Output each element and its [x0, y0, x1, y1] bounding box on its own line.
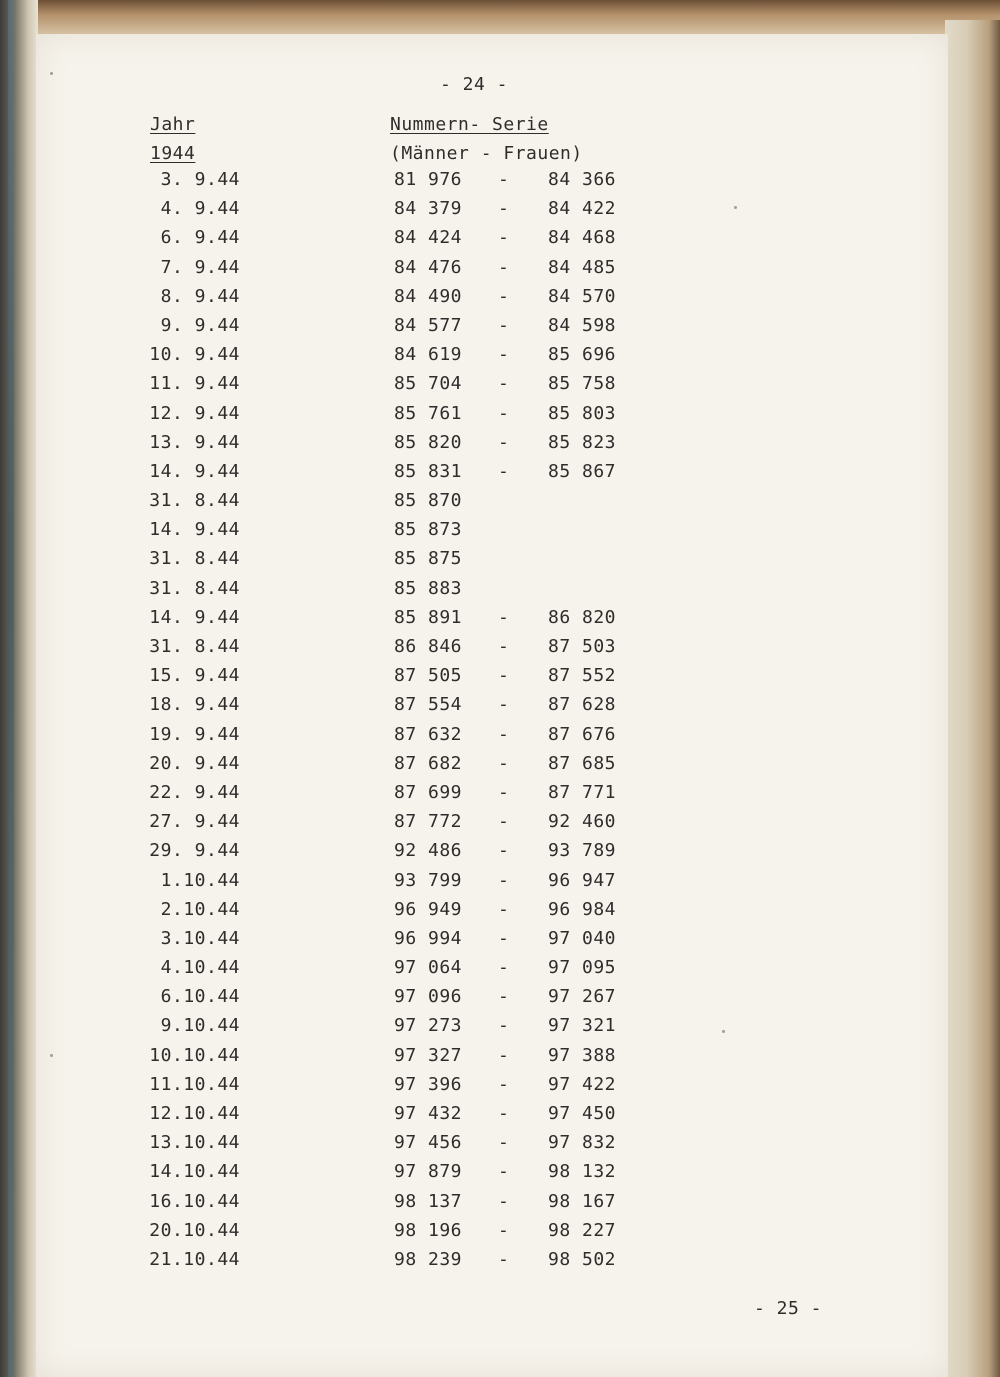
row-number-from: 97 273 — [394, 1015, 463, 1037]
row-dash: - — [498, 1248, 510, 1270]
row-date: 31. 8.44 — [149, 577, 240, 599]
row-number-to: 84 485 — [548, 256, 617, 278]
row-number-from: 84 424 — [394, 227, 463, 249]
row-number-to: 85 758 — [548, 373, 617, 395]
row-date: 31. 8.44 — [149, 548, 240, 570]
row-number-from: 97 879 — [394, 1161, 463, 1183]
row-date: 11. 9.44 — [149, 373, 240, 395]
table-row — [36, 1132, 948, 1161]
row-dash: - — [498, 1073, 510, 1095]
row-number-from: 81 976 — [394, 169, 463, 190]
table-row — [36, 1074, 948, 1103]
table-row — [36, 899, 948, 928]
row-date: 2.10.44 — [160, 898, 240, 920]
row-number-to: 85 696 — [548, 344, 617, 366]
row-date: 14. 9.44 — [149, 460, 240, 482]
row-number-from: 84 577 — [394, 314, 463, 336]
row-number-to: 84 366 — [548, 169, 617, 190]
row-number-to: 93 789 — [548, 840, 617, 862]
row-dash: - — [498, 402, 510, 424]
row-number-from: 97 327 — [394, 1044, 463, 1066]
row-number-from: 98 137 — [394, 1190, 463, 1212]
table-row — [36, 1220, 948, 1249]
row-date: 7. 9.44 — [160, 256, 240, 278]
row-number-to: 87 676 — [548, 723, 617, 745]
row-number-from: 86 846 — [394, 636, 463, 657]
row-number-to: 97 321 — [548, 1015, 617, 1037]
row-dash: - — [498, 957, 510, 979]
table-row — [36, 490, 948, 519]
table-row — [36, 694, 948, 723]
row-number-from: 87 772 — [394, 811, 463, 833]
table-row — [36, 782, 948, 811]
row-date: 8. 9.44 — [160, 285, 240, 307]
row-date: 20. 9.44 — [149, 752, 240, 774]
row-number-from: 85 761 — [394, 402, 463, 424]
row-date: 14.10.44 — [149, 1161, 240, 1183]
table-row — [36, 315, 948, 344]
row-number-to: 84 598 — [548, 314, 617, 336]
table-row — [36, 840, 948, 869]
row-number-from: 87 699 — [394, 781, 463, 803]
row-dash: - — [498, 169, 510, 190]
row-number-to: 86 820 — [548, 606, 617, 628]
table-row — [36, 607, 948, 636]
page-number: - 24 - — [440, 74, 509, 95]
row-number-to: 97 095 — [548, 957, 617, 979]
row-date: 12.10.44 — [149, 1103, 240, 1124]
row-dash: - — [498, 898, 510, 920]
row-number-from: 97 456 — [394, 1132, 463, 1154]
row-number-to: 84 422 — [548, 198, 617, 220]
row-number-to: 98 227 — [548, 1219, 617, 1241]
row-dash: - — [498, 840, 510, 862]
row-dash: - — [498, 1219, 510, 1241]
row-number-to: 97 422 — [548, 1073, 617, 1095]
row-date: 10. 9.44 — [149, 344, 240, 366]
row-number-from: 87 505 — [394, 665, 463, 687]
row-number-from: 85 883 — [394, 577, 463, 599]
row-date: 31. 8.44 — [149, 490, 240, 512]
column-header-number-series: Nummern- Serie — [390, 114, 549, 135]
table-row — [36, 169, 948, 198]
row-dash: - — [498, 752, 510, 774]
row-date: 27. 9.44 — [149, 811, 240, 833]
row-dash: - — [498, 723, 510, 745]
row-number-to: 97 388 — [548, 1044, 617, 1066]
row-dash: - — [498, 198, 510, 220]
table-row — [36, 227, 948, 256]
row-number-from: 84 476 — [394, 256, 463, 278]
row-number-from: 87 632 — [394, 723, 463, 745]
table-row — [36, 1191, 948, 1220]
row-dash: - — [498, 869, 510, 891]
row-number-to: 97 267 — [548, 986, 617, 1008]
row-number-to: 85 803 — [548, 402, 617, 424]
row-date: 6.10.44 — [160, 986, 240, 1008]
row-dash: - — [498, 1103, 510, 1124]
row-dash: - — [498, 1132, 510, 1154]
column-subheader: (Männer - Frauen) — [390, 143, 583, 164]
table-row — [36, 1015, 948, 1044]
book-binding — [0, 0, 38, 1377]
row-date: 19. 9.44 — [149, 723, 240, 745]
book-right-edge — [945, 20, 1000, 1377]
table-row — [36, 1161, 948, 1190]
table-row — [36, 403, 948, 432]
table-row — [36, 198, 948, 227]
row-number-to: 85 867 — [548, 460, 617, 482]
table-row — [36, 724, 948, 753]
row-date: 9.10.44 — [160, 1015, 240, 1037]
row-dash: - — [498, 665, 510, 687]
row-number-to: 87 771 — [548, 781, 617, 803]
row-number-from: 87 554 — [394, 694, 463, 716]
table-row — [36, 957, 948, 986]
row-number-from: 85 820 — [394, 431, 463, 453]
row-date: 21.10.44 — [149, 1248, 240, 1270]
row-number-to: 87 628 — [548, 694, 617, 716]
row-dash: - — [498, 431, 510, 453]
table-row — [36, 636, 948, 665]
row-number-to: 87 552 — [548, 665, 617, 687]
row-date: 20.10.44 — [149, 1219, 240, 1241]
table-row — [36, 548, 948, 577]
year-label: 1944 — [150, 143, 196, 164]
row-number-from: 97 432 — [394, 1103, 463, 1124]
row-date: 12. 9.44 — [149, 402, 240, 424]
row-dash: - — [498, 460, 510, 482]
table-row — [36, 286, 948, 315]
row-number-from: 98 196 — [394, 1219, 463, 1241]
row-dash: - — [498, 1015, 510, 1037]
row-dash: - — [498, 694, 510, 716]
table-row — [36, 1045, 948, 1074]
row-dash: - — [498, 1044, 510, 1066]
row-number-to: 98 167 — [548, 1190, 617, 1212]
row-number-from: 84 619 — [394, 344, 463, 366]
row-date: 13.10.44 — [149, 1132, 240, 1154]
row-number-from: 85 875 — [394, 548, 463, 570]
row-date: 4. 9.44 — [160, 198, 240, 220]
table-row — [36, 870, 948, 899]
row-dash: - — [498, 344, 510, 366]
row-date: 14. 9.44 — [149, 519, 240, 541]
row-number-from: 92 486 — [394, 840, 463, 862]
row-dash: - — [498, 781, 510, 803]
table-row — [36, 461, 948, 490]
table-row — [36, 811, 948, 840]
row-number-from: 85 873 — [394, 519, 463, 541]
row-number-to: 87 503 — [548, 636, 617, 657]
row-number-from: 98 239 — [394, 1248, 463, 1270]
row-date: 3. 9.44 — [160, 169, 240, 190]
row-dash: - — [498, 986, 510, 1008]
row-number-from: 96 994 — [394, 927, 463, 949]
row-number-to: 92 460 — [548, 811, 617, 833]
row-number-to: 96 984 — [548, 898, 617, 920]
row-date: 3.10.44 — [160, 927, 240, 949]
row-number-from: 97 396 — [394, 1073, 463, 1095]
row-dash: - — [498, 636, 510, 657]
row-number-from: 97 064 — [394, 957, 463, 979]
table-row — [36, 373, 948, 402]
row-number-to: 87 685 — [548, 752, 617, 774]
row-dash: - — [498, 927, 510, 949]
row-date: 1.10.44 — [160, 869, 240, 891]
row-number-from: 93 799 — [394, 869, 463, 891]
row-number-from: 85 891 — [394, 606, 463, 628]
row-number-from: 87 682 — [394, 752, 463, 774]
row-date: 29. 9.44 — [149, 840, 240, 862]
table-row — [36, 753, 948, 782]
table-row — [36, 578, 948, 607]
row-dash: - — [498, 1161, 510, 1183]
row-date: 31. 8.44 — [149, 636, 240, 657]
table-row — [36, 1249, 948, 1278]
row-number-from: 85 704 — [394, 373, 463, 395]
row-number-to: 97 832 — [548, 1132, 617, 1154]
table-row — [36, 986, 948, 1015]
table-row — [36, 344, 948, 373]
row-dash: - — [498, 1190, 510, 1212]
row-number-from: 84 490 — [394, 285, 463, 307]
row-date: 6. 9.44 — [160, 227, 240, 249]
table-row — [36, 432, 948, 461]
row-date: 15. 9.44 — [149, 665, 240, 687]
number-series-table — [36, 169, 948, 1278]
document-page — [36, 34, 948, 1377]
row-number-from: 96 949 — [394, 898, 463, 920]
row-number-from: 97 096 — [394, 986, 463, 1008]
row-number-from: 85 870 — [394, 490, 463, 512]
row-number-to: 97 040 — [548, 927, 617, 949]
table-row — [36, 257, 948, 286]
row-dash: - — [498, 227, 510, 249]
row-number-to: 97 450 — [548, 1103, 617, 1124]
row-dash: - — [498, 256, 510, 278]
row-number-to: 84 570 — [548, 285, 617, 307]
table-row — [36, 665, 948, 694]
row-number-to: 98 502 — [548, 1248, 617, 1270]
row-number-to: 98 132 — [548, 1161, 617, 1183]
row-dash: - — [498, 811, 510, 833]
row-date: 11.10.44 — [149, 1073, 240, 1095]
row-number-from: 85 831 — [394, 460, 463, 482]
row-date: 22. 9.44 — [149, 781, 240, 803]
row-number-to: 96 947 — [548, 869, 617, 891]
table-row — [36, 1103, 948, 1132]
row-dash: - — [498, 373, 510, 395]
book-top-edge — [0, 0, 1000, 36]
column-header-year: Jahr — [150, 114, 196, 135]
row-date: 9. 9.44 — [160, 314, 240, 336]
table-row — [36, 928, 948, 957]
row-date: 14. 9.44 — [149, 606, 240, 628]
next-page-number: - 25 - — [754, 1298, 823, 1319]
table-row — [36, 519, 948, 548]
paper-speck — [50, 72, 53, 75]
row-number-to: 84 468 — [548, 227, 617, 249]
row-date: 4.10.44 — [160, 957, 240, 979]
row-dash: - — [498, 285, 510, 307]
row-dash: - — [498, 606, 510, 628]
row-date: 10.10.44 — [149, 1044, 240, 1066]
row-number-to: 85 823 — [548, 431, 617, 453]
row-date: 16.10.44 — [149, 1190, 240, 1212]
row-date: 18. 9.44 — [149, 694, 240, 716]
row-date: 13. 9.44 — [149, 431, 240, 453]
row-number-from: 84 379 — [394, 198, 463, 220]
row-dash: - — [498, 314, 510, 336]
